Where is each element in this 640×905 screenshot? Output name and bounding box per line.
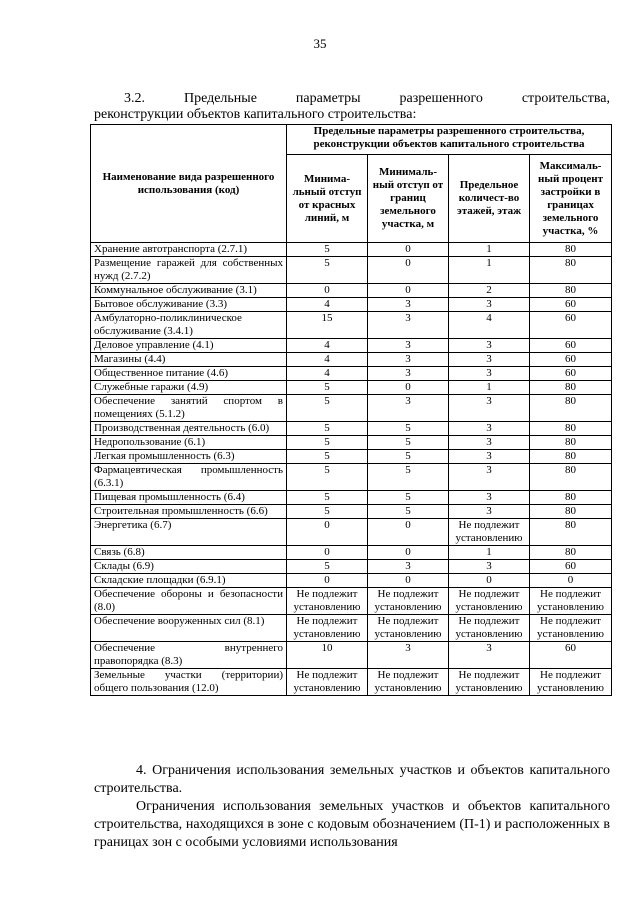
table-row xyxy=(91,669,612,696)
red-lines-setback-cell: Не подлежит установлению xyxy=(287,669,368,696)
use-type-cell: Производственная деятельность (6.0) xyxy=(91,422,287,436)
red-lines-setback-cell: 0 xyxy=(287,574,368,588)
red-lines-setback-cell: 15 xyxy=(287,312,368,339)
use-type-cell: Обеспечение занятий спортом в помещениях (5.1.2) xyxy=(91,395,287,422)
max-coverage-cell: 60 xyxy=(530,298,612,312)
boundary-setback-cell: 3 xyxy=(368,353,449,367)
boundary-setback-cell: 0 xyxy=(368,243,449,257)
table-row xyxy=(91,615,612,642)
boundary-setback-cell: 3 xyxy=(368,395,449,422)
use-type-cell: Связь (6.8) xyxy=(91,546,287,560)
boundary-setback-cell: 3 xyxy=(368,339,449,353)
table-row xyxy=(91,257,612,284)
floors-limit-cell: 3 xyxy=(449,491,530,505)
max-coverage-cell: 80 xyxy=(530,257,612,284)
floors-limit-cell: 4 xyxy=(449,312,530,339)
use-type-cell: Общественное питание (4.6) xyxy=(91,367,287,381)
use-type-cell: Склады (6.9) xyxy=(91,560,287,574)
max-coverage-cell: Не подлежит установлению xyxy=(530,615,612,642)
red-lines-setback-cell: 4 xyxy=(287,298,368,312)
max-coverage-cell: Не подлежит установлению xyxy=(530,669,612,696)
boundary-setback-cell: Не подлежит установлению xyxy=(368,588,449,615)
table-row xyxy=(91,353,612,367)
use-type-cell: Фармацевтическая промышленность (6.3.1) xyxy=(91,464,287,491)
table-row xyxy=(91,642,612,669)
floors-limit-cell: 3 xyxy=(449,353,530,367)
max-coverage-cell: 80 xyxy=(530,395,612,422)
boundary-setback-cell: 0 xyxy=(368,381,449,395)
max-coverage-cell: 80 xyxy=(530,505,612,519)
use-type-cell: Служебные гаражи (4.9) xyxy=(91,381,287,395)
boundary-setback-cell: 5 xyxy=(368,422,449,436)
heading-line-2: реконструкции объектов капитального строительства: xyxy=(94,107,417,122)
max-coverage-cell: 80 xyxy=(530,519,612,546)
use-type-cell: Складские площадки (6.9.1) xyxy=(91,574,287,588)
floors-limit-cell: 3 xyxy=(449,367,530,381)
floors-limit-cell: 3 xyxy=(449,464,530,491)
header-boundary-setback: Минималь-ный отступ от границ земельного участка, м xyxy=(368,155,449,243)
red-lines-setback-cell: 5 xyxy=(287,450,368,464)
boundary-setback-cell: 0 xyxy=(368,574,449,588)
header-use-type: Наименование вида разрешенного использования (код) xyxy=(91,125,287,243)
table-row xyxy=(91,367,612,381)
floors-limit-cell: 3 xyxy=(449,422,530,436)
red-lines-setback-cell: 5 xyxy=(287,560,368,574)
table-body xyxy=(91,243,612,696)
floors-limit-cell: 3 xyxy=(449,560,530,574)
boundary-setback-cell: 5 xyxy=(368,450,449,464)
use-type-cell: Деловое управление (4.1) xyxy=(91,339,287,353)
red-lines-setback-cell: 5 xyxy=(287,464,368,491)
boundary-setback-cell: 3 xyxy=(368,367,449,381)
floors-limit-cell: Не подлежит установлению xyxy=(449,615,530,642)
floors-limit-cell: 3 xyxy=(449,298,530,312)
max-coverage-cell: 80 xyxy=(530,546,612,560)
red-lines-setback-cell: 5 xyxy=(287,257,368,284)
floors-limit-cell: 1 xyxy=(449,243,530,257)
red-lines-setback-cell: 5 xyxy=(287,422,368,436)
use-type-cell: Размещение гаражей для собственных нужд (2.7.2) xyxy=(91,257,287,284)
table-row xyxy=(91,395,612,422)
max-coverage-cell: 60 xyxy=(530,312,612,339)
use-type-cell: Обеспечение вооруженных сил (8.1) xyxy=(91,615,287,642)
floors-limit-cell: Не подлежит установлению xyxy=(449,669,530,696)
floors-limit-cell: 3 xyxy=(449,450,530,464)
red-lines-setback-cell: 5 xyxy=(287,243,368,257)
table-row xyxy=(91,519,612,546)
floors-limit-cell: 1 xyxy=(449,546,530,560)
header-group-parameters: Предельные параметры разрешенного строительства, реконструкции объектов капитального строительства xyxy=(287,125,612,155)
table-row xyxy=(91,505,612,519)
red-lines-setback-cell: 4 xyxy=(287,367,368,381)
red-lines-setback-cell: 10 xyxy=(287,642,368,669)
use-type-cell: Амбулаторно-поликлиническое обслуживание (3.4.1) xyxy=(91,312,287,339)
red-lines-setback-cell: 5 xyxy=(287,381,368,395)
section-4-title: 4. Ограничения использования земельных участков и объектов капитального строительства. xyxy=(94,763,610,796)
max-coverage-cell: 80 xyxy=(530,450,612,464)
heading-number: 3.2. xyxy=(124,91,145,106)
heading-word: Предельные xyxy=(183,91,257,106)
page-number: 35 xyxy=(313,36,327,51)
use-type-cell: Хранение автотранспорта (2.7.1) xyxy=(91,243,287,257)
max-coverage-cell: 80 xyxy=(530,491,612,505)
max-coverage-cell: 60 xyxy=(530,642,612,669)
boundary-setback-cell: 0 xyxy=(368,546,449,560)
floors-limit-cell: 0 xyxy=(449,574,530,588)
floors-limit-cell: 2 xyxy=(449,284,530,298)
header-red-lines-setback: Минима-льный отступ от красных линий, м xyxy=(287,155,368,243)
table-row xyxy=(91,436,612,450)
boundary-setback-cell: 0 xyxy=(368,284,449,298)
use-type-cell: Обеспечение внутреннего правопорядка (8.3) xyxy=(91,642,287,669)
boundary-setback-cell: 3 xyxy=(368,312,449,339)
floors-limit-cell: 3 xyxy=(449,436,530,450)
max-coverage-cell: 80 xyxy=(530,381,612,395)
table-row xyxy=(91,298,612,312)
section-heading xyxy=(94,91,610,123)
table-row xyxy=(91,422,612,436)
boundary-setback-cell: 5 xyxy=(368,505,449,519)
red-lines-setback-cell: 4 xyxy=(287,339,368,353)
max-coverage-cell: 0 xyxy=(530,574,612,588)
header-floors-limit: Предельное количест-во этажей, этаж xyxy=(449,155,530,243)
heading-word: параметры xyxy=(295,91,361,106)
use-type-cell: Обеспечение обороны и безопасности (8.0) xyxy=(91,588,287,615)
red-lines-setback-cell: 4 xyxy=(287,353,368,367)
boundary-setback-cell: 0 xyxy=(368,257,449,284)
red-lines-setback-cell: 5 xyxy=(287,491,368,505)
boundary-setback-cell: 5 xyxy=(368,436,449,450)
max-coverage-cell: 80 xyxy=(530,422,612,436)
table-row xyxy=(91,546,612,560)
red-lines-setback-cell: 5 xyxy=(287,436,368,450)
floors-limit-cell: 1 xyxy=(449,381,530,395)
max-coverage-cell: 80 xyxy=(530,243,612,257)
boundary-setback-cell: 3 xyxy=(368,560,449,574)
use-type-cell: Земельные участки (территории) общего пользования (12.0) xyxy=(91,669,287,696)
table-row xyxy=(91,312,612,339)
heading-line-1 xyxy=(94,91,610,107)
floors-limit-cell: 1 xyxy=(449,257,530,284)
use-type-cell: Легкая промышленность (6.3) xyxy=(91,450,287,464)
floors-limit-cell: 3 xyxy=(449,642,530,669)
use-type-cell: Магазины (4.4) xyxy=(91,353,287,367)
red-lines-setback-cell: 0 xyxy=(287,284,368,298)
table-row xyxy=(91,588,612,615)
table-row xyxy=(91,450,612,464)
red-lines-setback-cell: Не подлежит установлению xyxy=(287,615,368,642)
boundary-setback-cell: 5 xyxy=(368,464,449,491)
red-lines-setback-cell: 0 xyxy=(287,546,368,560)
boundary-setback-cell: Не подлежит установлению xyxy=(368,669,449,696)
boundary-setback-cell: 0 xyxy=(368,519,449,546)
table-row xyxy=(91,339,612,353)
heading-word: строительства, xyxy=(521,91,610,106)
floors-limit-cell: 3 xyxy=(449,339,530,353)
boundary-setback-cell: 3 xyxy=(368,298,449,312)
table-row xyxy=(91,284,612,298)
table-row xyxy=(91,381,612,395)
section-4-paragraph: Ограничения использования земельных участков и объектов капитального строительства, находящихся в зоне с кодовым обозначением (П-1) и расположенных в границах зон с особыми условиями использования xyxy=(94,799,610,850)
use-type-cell: Недропользование (6.1) xyxy=(91,436,287,450)
floors-limit-cell: Не подлежит установлению xyxy=(449,519,530,546)
max-coverage-cell: 60 xyxy=(530,339,612,353)
boundary-setback-cell: 3 xyxy=(368,642,449,669)
max-coverage-cell: 80 xyxy=(530,464,612,491)
floors-limit-cell: 3 xyxy=(449,505,530,519)
floors-limit-cell: 3 xyxy=(449,395,530,422)
floors-limit-cell: Не подлежит установлению xyxy=(449,588,530,615)
max-coverage-cell: Не подлежит установлению xyxy=(530,588,612,615)
red-lines-setback-cell: Не подлежит установлению xyxy=(287,588,368,615)
max-coverage-cell: 60 xyxy=(530,353,612,367)
boundary-setback-cell: Не подлежит установлению xyxy=(368,615,449,642)
boundary-setback-cell: 5 xyxy=(368,491,449,505)
parameters-table xyxy=(90,124,612,696)
use-type-cell: Энергетика (6.7) xyxy=(91,519,287,546)
use-type-cell: Коммунальное обслуживание (3.1) xyxy=(91,284,287,298)
table-row xyxy=(91,491,612,505)
section-4 xyxy=(94,762,610,852)
red-lines-setback-cell: 0 xyxy=(287,519,368,546)
red-lines-setback-cell: 5 xyxy=(287,505,368,519)
max-coverage-cell: 60 xyxy=(530,560,612,574)
table-row xyxy=(91,243,612,257)
red-lines-setback-cell: 5 xyxy=(287,395,368,422)
use-type-cell: Бытовое обслуживание (3.3) xyxy=(91,298,287,312)
max-coverage-cell: 80 xyxy=(530,284,612,298)
use-type-cell: Строительная промышленность (6.6) xyxy=(91,505,287,519)
header-max-coverage: Максималь-ный процент застройки в границах земельного участка, % xyxy=(530,155,612,243)
table-row xyxy=(91,560,612,574)
use-type-cell: Пищевая промышленность (6.4) xyxy=(91,491,287,505)
table-row xyxy=(91,464,612,491)
heading-word: разрешенного xyxy=(399,91,483,106)
table-row xyxy=(91,574,612,588)
max-coverage-cell: 60 xyxy=(530,367,612,381)
max-coverage-cell: 80 xyxy=(530,436,612,450)
